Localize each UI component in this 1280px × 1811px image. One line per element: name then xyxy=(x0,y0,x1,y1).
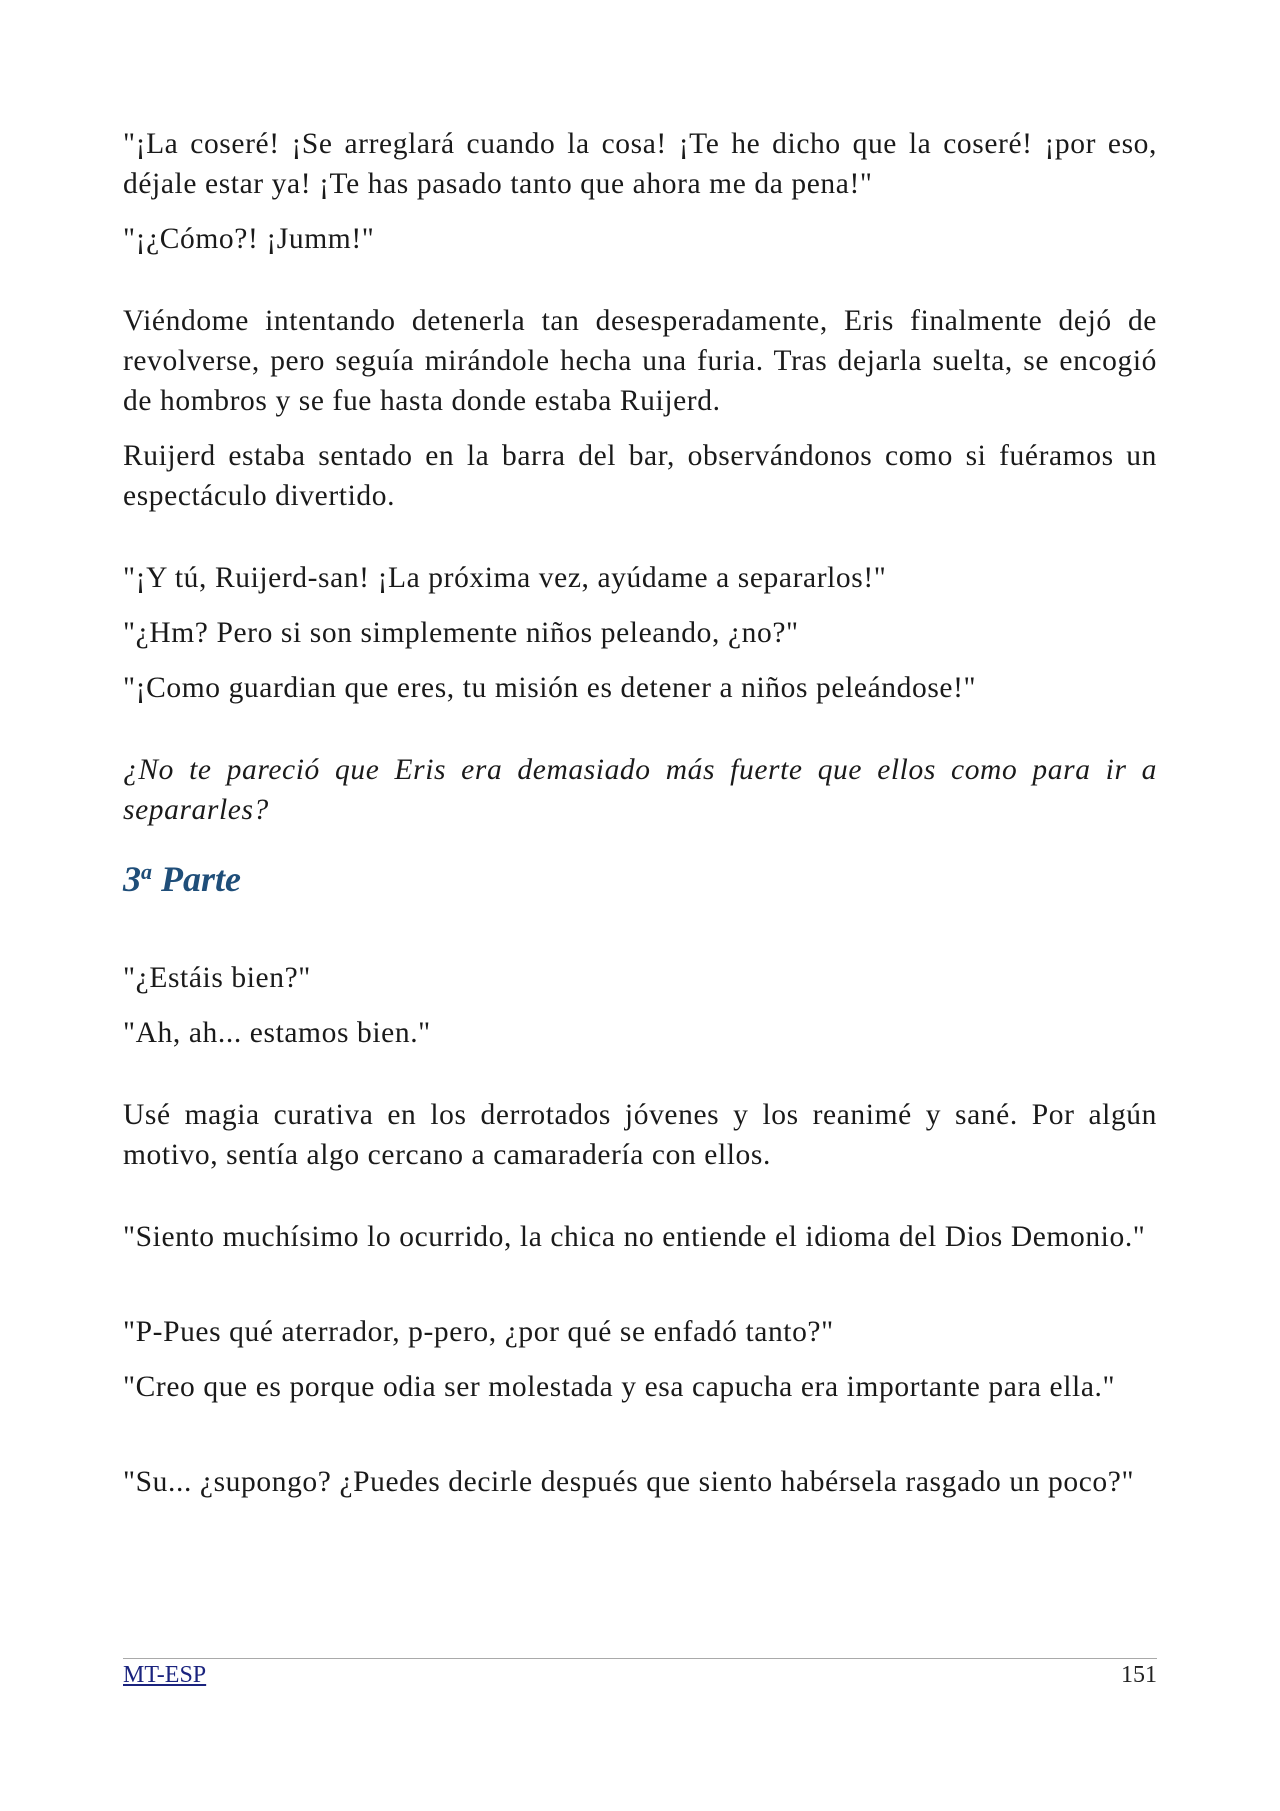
paragraph-dialogue: "¿Hm? Pero si son simplemente niños peleando, ¿no?" xyxy=(123,617,799,649)
footer-divider xyxy=(123,1658,1157,1659)
heading-word: Parte xyxy=(161,859,241,899)
paragraph-narration: Viéndome intentando detenerla tan desesperadamente, Eris finalmente dejó de revolverse, pero seguía mirándole hecha una furia. Tras dejarla suelta, se encogió de hombros y se fue hasta donde estaba Ruijerd. xyxy=(123,305,1157,417)
paragraph-dialogue: "¡¿Cómo?! ¡Jumm!" xyxy=(123,223,375,255)
paragraph-dialogue: "Su... ¿supongo? ¿Puedes decirle después que siento habérsela rasgado un poco?" xyxy=(123,1466,1135,1498)
heading-ordinal: a xyxy=(141,859,152,884)
paragraph-dialogue: "¡Como guardian que eres, tu misión es detener a niños peleándose!" xyxy=(123,672,977,704)
footer-link[interactable]: MT-ESP xyxy=(123,1662,207,1688)
paragraph-narration: Usé magia curativa en los derrotados jóvenes y los reanimé y sané. Por algún motivo, sentía algo cercano a camaradería con ellos. xyxy=(123,1099,1157,1171)
paragraph-dialogue: "P-Pues qué aterrador, p-pero, ¿por qué se enfadó tanto?" xyxy=(123,1316,834,1348)
paragraph-dialogue: "¡La coseré! ¡Se arreglará cuando la cosa! ¡Te he dicho que la coseré! ¡por eso, déjale estar ya! ¡Te has pasado tanto que ahora me da pena!" xyxy=(123,128,1157,200)
paragraph-dialogue: "Ah, ah... estamos bien." xyxy=(123,1017,431,1049)
section-heading xyxy=(123,858,241,900)
page-number: 151 xyxy=(1121,1662,1157,1688)
paragraph-thought: ¿No te pareció que Eris era demasiado más fuerte que ellos como para ir a separarles? xyxy=(123,754,1157,826)
paragraph-dialogue: "Siento muchísimo lo ocurrido, la chica no entiende el idioma del Dios Demonio." xyxy=(123,1221,1146,1253)
paragraph-narration: Ruijerd estaba sentado en la barra del bar, observándonos como si fuéramos un espectáculo divertido. xyxy=(123,440,1157,512)
paragraph-dialogue: "¿Estáis bien?" xyxy=(123,962,311,994)
paragraph-dialogue: "Creo que es porque odia ser molestada y esa capucha era importante para ella." xyxy=(123,1371,1116,1403)
heading-number: 3 xyxy=(123,859,141,899)
paragraph-dialogue: "¡Y tú, Ruijerd-san! ¡La próxima vez, ayúdame a separarlos!" xyxy=(123,562,887,594)
